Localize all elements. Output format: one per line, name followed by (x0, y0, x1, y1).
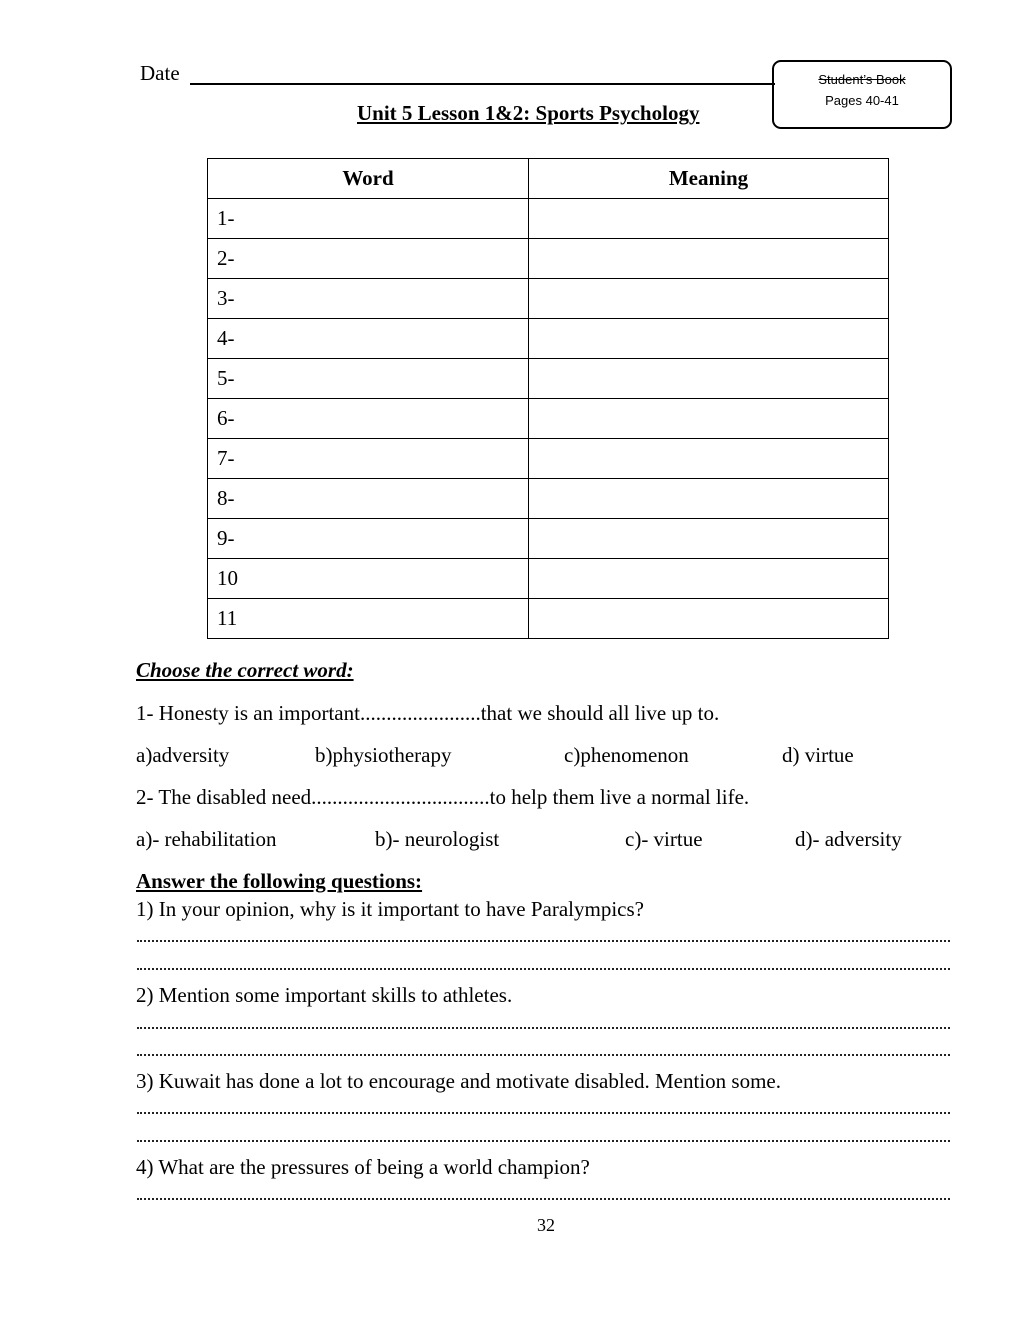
q1-option-c: c)phenomenon (564, 743, 689, 767)
answer-line[interactable] (137, 1198, 950, 1200)
q1-option-a: a)adversity (136, 743, 230, 767)
word-cell[interactable]: 11 (208, 599, 529, 639)
q2-option-a: a)- rehabilitation (136, 827, 277, 851)
meaning-cell[interactable] (529, 399, 889, 439)
choose-heading: Choose the correct word: (136, 658, 354, 682)
answer-line[interactable] (137, 968, 950, 970)
vocabulary-table (207, 158, 889, 639)
table-row (208, 439, 889, 479)
word-cell[interactable]: 8- (208, 479, 529, 519)
table-row (208, 319, 889, 359)
table-row (208, 239, 889, 279)
badge-line2: Pages 40-41 (825, 93, 899, 108)
badge-line1: Student’s Book (818, 72, 906, 87)
word-cell[interactable]: 9- (208, 519, 529, 559)
meaning-cell[interactable] (529, 479, 889, 519)
question-1: 1- Honesty is an important.......................that we should all live up to. (136, 701, 720, 725)
question-2: 2- The disabled need..................................to help them live a normal life. (136, 785, 750, 809)
meaning-cell[interactable] (529, 319, 889, 359)
table-row (208, 279, 889, 319)
students-book-badge (772, 60, 952, 129)
word-cell[interactable]: 7- (208, 439, 529, 479)
table-row (208, 599, 889, 639)
open-question-2: 2) Mention some important skills to athletes. (136, 983, 513, 1007)
page-title: Unit 5 Lesson 1&2: Sports Psychology (357, 101, 700, 125)
q2-option-c: c)- virtue (625, 827, 703, 851)
open-question-4: 4) What are the pressures of being a world champion? (136, 1155, 590, 1179)
q2-option-d: d)- adversity (795, 827, 902, 851)
meaning-cell[interactable] (529, 519, 889, 559)
table-header-row (208, 159, 889, 199)
word-cell[interactable]: 5- (208, 359, 529, 399)
table-row (208, 399, 889, 439)
table-row (208, 359, 889, 399)
header-meaning: Meaning (529, 159, 889, 199)
open-question-3: 3) Kuwait has done a lot to encourage and motivate disabled. Mention some. (136, 1069, 782, 1093)
answer-line[interactable] (137, 1112, 950, 1114)
meaning-cell[interactable] (529, 359, 889, 399)
word-cell[interactable]: 2- (208, 239, 529, 279)
word-cell[interactable]: 1- (208, 199, 529, 239)
meaning-cell[interactable] (529, 279, 889, 319)
meaning-cell[interactable] (529, 559, 889, 599)
table-row (208, 479, 889, 519)
meaning-cell[interactable] (529, 439, 889, 479)
answer-line[interactable] (137, 1054, 950, 1056)
page-number: 32 (537, 1215, 555, 1235)
word-cell[interactable]: 4- (208, 319, 529, 359)
table-row (208, 519, 889, 559)
date-line (190, 83, 775, 85)
q1-option-b: b)physiotherapy (315, 743, 452, 767)
word-cell[interactable]: 10 (208, 559, 529, 599)
header-word: Word (208, 159, 529, 199)
answer-heading: Answer the following questions: (136, 869, 423, 893)
meaning-cell[interactable] (529, 199, 889, 239)
open-question-1: 1) In your opinion, why is it important to have Paralympics? (136, 897, 644, 921)
table-row (208, 559, 889, 599)
q2-option-b: b)- neurologist (375, 827, 500, 851)
table-row (208, 199, 889, 239)
answer-line[interactable] (137, 1140, 950, 1142)
answer-line[interactable] (137, 940, 950, 942)
meaning-cell[interactable] (529, 599, 889, 639)
word-cell[interactable]: 3- (208, 279, 529, 319)
q1-option-d: d) virtue (782, 743, 854, 767)
answer-line[interactable] (137, 1027, 950, 1029)
meaning-cell[interactable] (529, 239, 889, 279)
date-label: Date (140, 61, 180, 85)
word-cell[interactable]: 6- (208, 399, 529, 439)
